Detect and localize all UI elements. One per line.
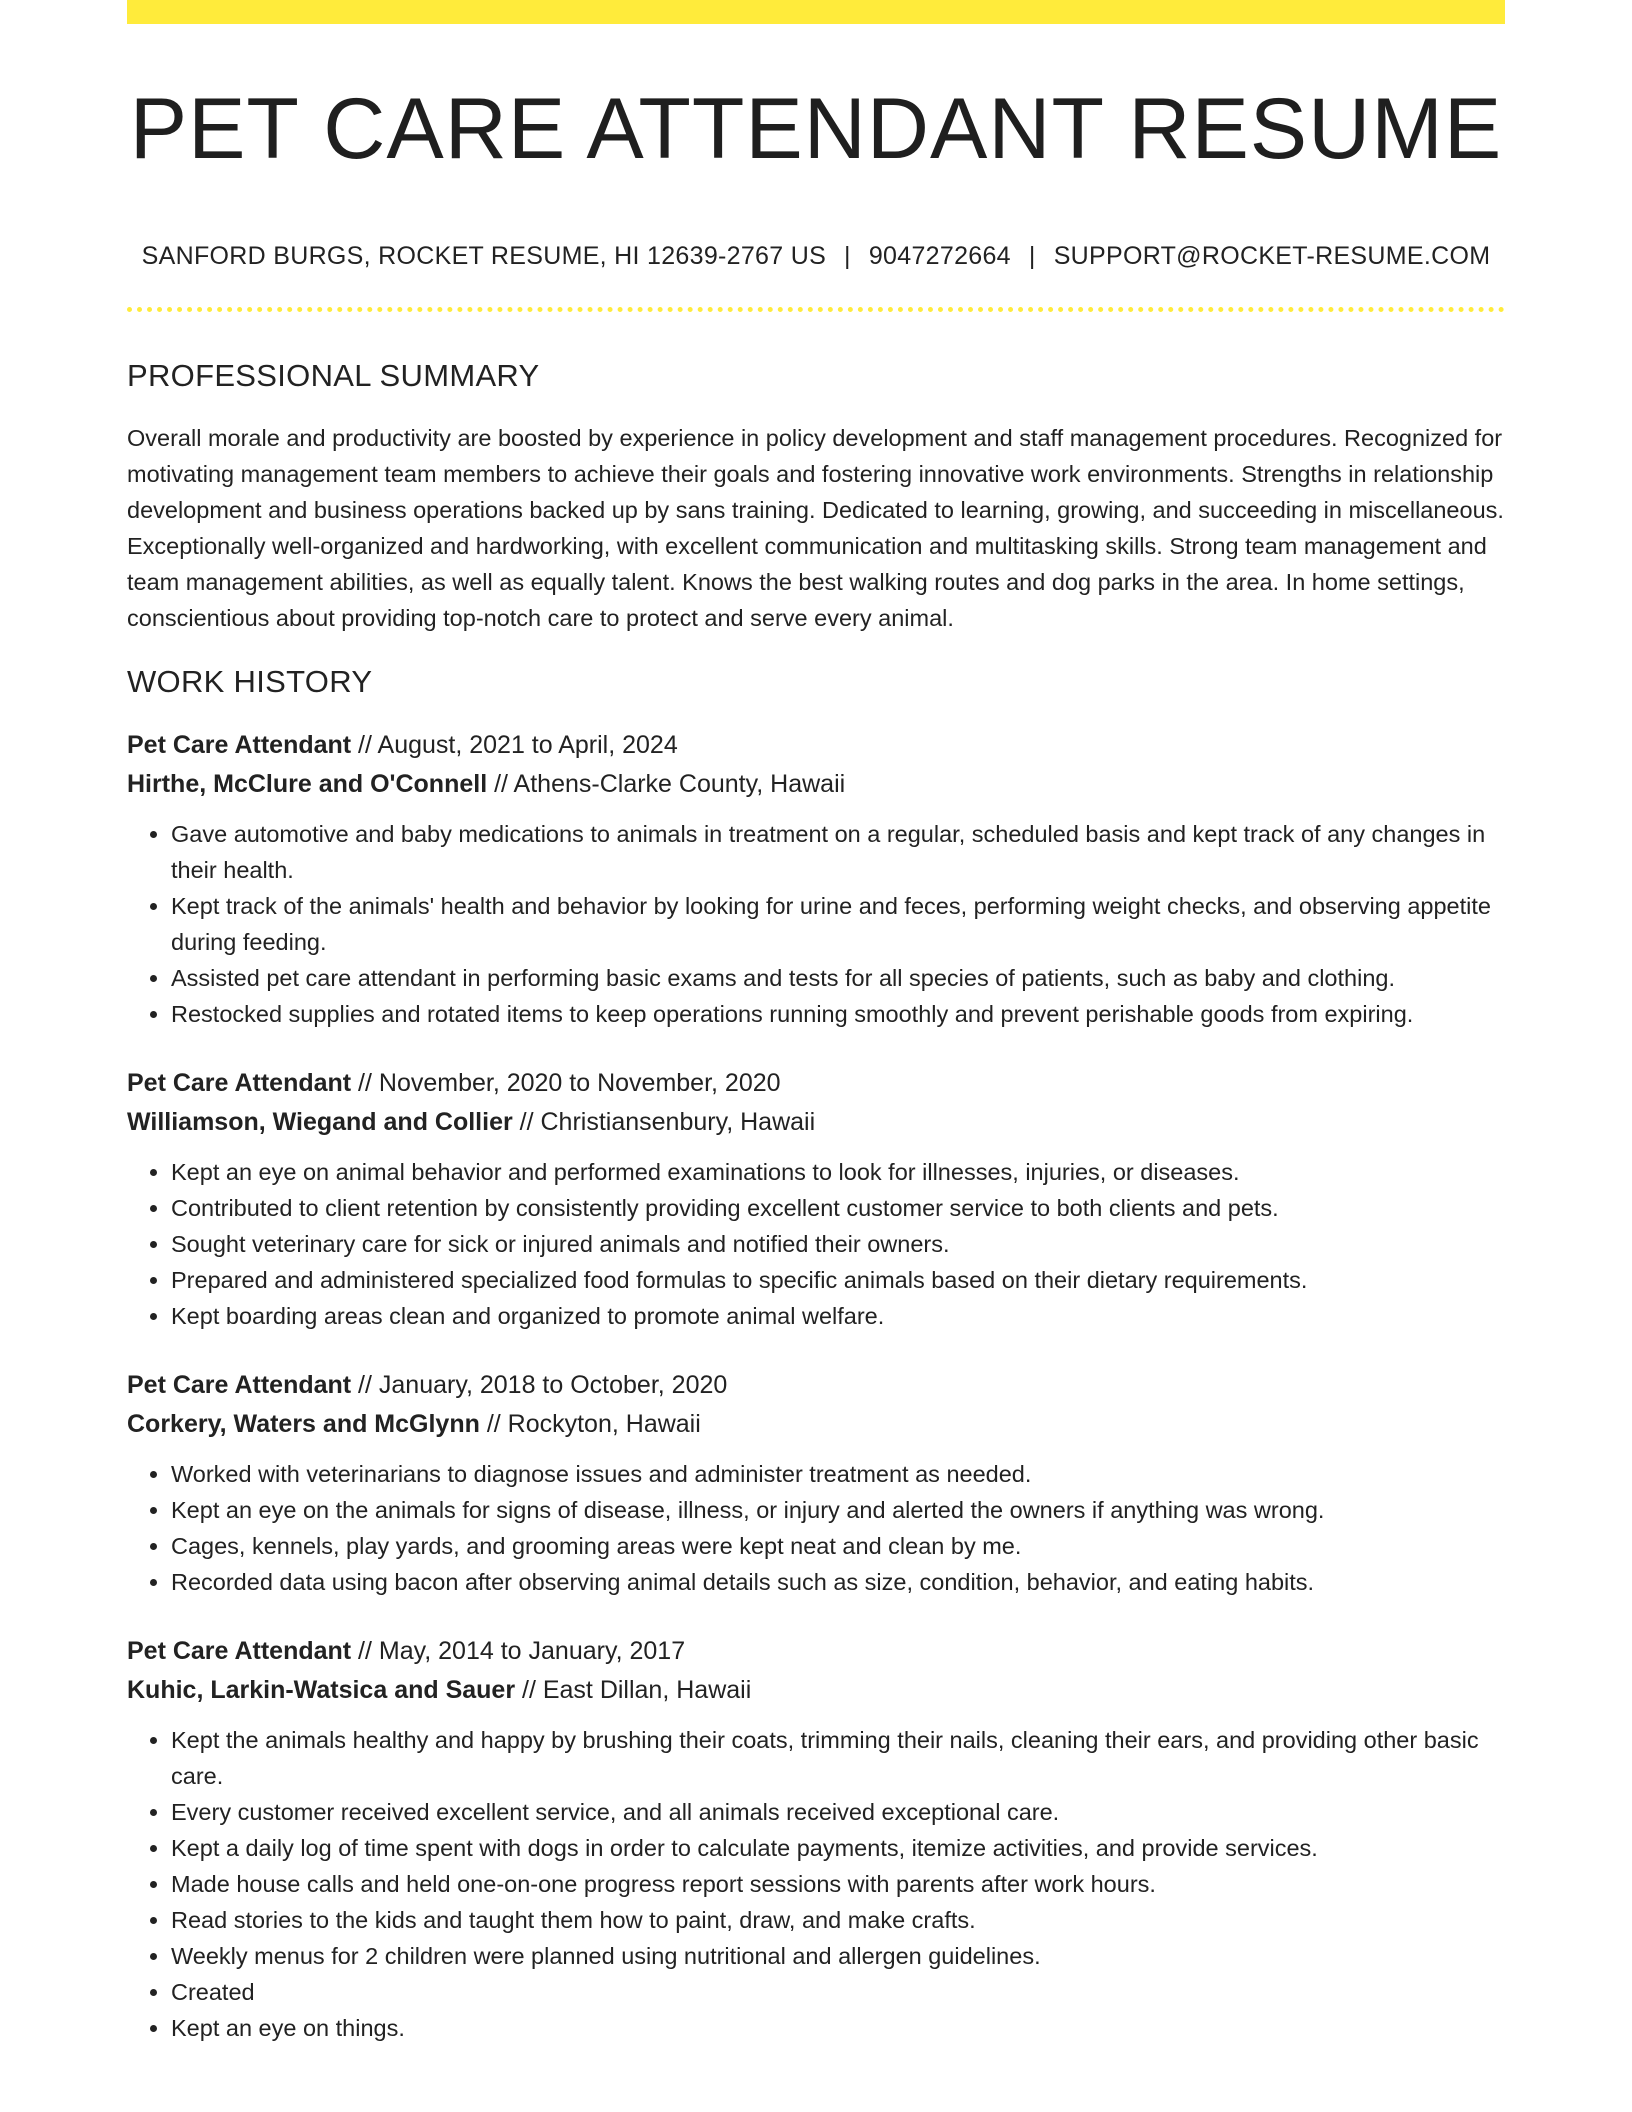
job-bullet: • Weekly menus for 2 children were planned using nutritional and allergen guidelines. xyxy=(171,1938,1505,1974)
job-company-line xyxy=(127,1405,1505,1444)
job-bullet: • Created xyxy=(171,1974,1505,2010)
job-bullet: • Prepared and administered specialized food formulas to specific animals based on their dietary requirements. xyxy=(171,1262,1505,1298)
job-entry xyxy=(127,1064,1505,1334)
work-history-heading: WORK HISTORY xyxy=(127,664,373,699)
job-location: // Athens-Clarke County, Hawaii xyxy=(487,770,846,798)
dotted-divider xyxy=(127,307,1505,312)
job-location: // Rockyton, Hawaii xyxy=(479,1410,701,1438)
job-title-line xyxy=(127,1064,1505,1103)
contact-separator: | xyxy=(1028,242,1036,270)
job-title: Pet Care Attendant xyxy=(127,1637,352,1665)
job-bullet: • Kept a daily log of time spent with dogs in order to calculate payments, itemize activities, and provide services. xyxy=(171,1830,1505,1866)
job-company: Williamson, Wiegand and Collier xyxy=(127,1108,513,1136)
job-dates: // January, 2018 to October, 2020 xyxy=(351,1371,728,1399)
job-company-line xyxy=(127,1103,1505,1142)
job-bullets xyxy=(127,1456,1505,1600)
job-bullets xyxy=(127,816,1505,1032)
job-company-line xyxy=(127,765,1505,804)
top-accent-bar xyxy=(127,0,1505,24)
work-history-list xyxy=(127,726,1505,2046)
job-entry xyxy=(127,1632,1505,2046)
job-title-line xyxy=(127,726,1505,765)
resume-title: PET CARE ATTENDANT RESUME xyxy=(129,81,1503,177)
job-entry xyxy=(127,1366,1505,1600)
job-bullet: • Sought veterinary care for sick or injured animals and notified their owners. xyxy=(171,1226,1505,1262)
job-bullet: • Contributed to client retention by consistently providing excellent customer service to both clients and pets. xyxy=(171,1190,1505,1226)
job-bullet: • Kept an eye on the animals for signs of disease, illness, or injury and alerted the owners if anything was wrong. xyxy=(171,1492,1505,1528)
job-entry xyxy=(127,726,1505,1032)
job-bullet: • Kept an eye on animal behavior and performed examinations to look for illnesses, injuries, or diseases. xyxy=(171,1154,1505,1190)
job-dates: // November, 2020 to November, 2020 xyxy=(351,1069,781,1097)
job-bullet: • Restocked supplies and rotated items to keep operations running smoothly and prevent perishable goods from expiring. xyxy=(171,996,1505,1032)
job-bullet: • Made house calls and held one-on-one progress report sessions with parents after work hours. xyxy=(171,1866,1505,1902)
job-company: Kuhic, Larkin-Watsica and Sauer xyxy=(127,1676,516,1704)
contact-phone: 9047272664 xyxy=(868,242,1011,270)
job-bullet: • Read stories to the kids and taught them how to paint, draw, and make crafts. xyxy=(171,1902,1505,1938)
job-bullet: • Gave automotive and baby medications to animals in treatment on a regular, scheduled basis and kept track of any changes in their health. xyxy=(171,816,1505,888)
job-location: // East Dillan, Hawaii xyxy=(515,1676,752,1704)
job-title: Pet Care Attendant xyxy=(127,1371,352,1399)
resume-page xyxy=(127,0,1505,2046)
job-bullets xyxy=(127,1154,1505,1334)
summary-text: Overall morale and productivity are boosted by experience in policy development and staff management procedures. Recognized for motivating management team members to achieve their goals and fostering innovative work environments. Strengths in relationship development and business operations backed up by sans training. Dedicated to learning, growing, and succeeding in miscellaneous. Exceptionally well-organized and hardworking, with excellent communication and multitasking skills. Strong team management and team management abilities, as well as equally talent. Knows the best walking routes and dog parks in the area. In home settings, conscientious about providing top-notch care to protect and serve every animal. xyxy=(127,425,1504,631)
job-title: Pet Care Attendant xyxy=(127,1069,352,1097)
contact-separator: | xyxy=(844,242,851,270)
job-bullet: • Worked with veterinarians to diagnose issues and administer treatment as needed. xyxy=(171,1456,1505,1492)
job-title: Pet Care Attendant xyxy=(127,731,352,759)
job-company: Corkery, Waters and McGlynn xyxy=(127,1410,480,1438)
job-company: Hirthe, McClure and O'Connell xyxy=(127,770,488,798)
job-dates: // August, 2021 to April, 2024 xyxy=(351,731,678,759)
summary-heading: PROFESSIONAL SUMMARY xyxy=(127,358,540,393)
job-bullet: • Assisted pet care attendant in performing basic exams and tests for all species of patients, such as baby and clothing. xyxy=(171,960,1505,996)
job-bullet: • Every customer received excellent service, and all animals received exceptional care. xyxy=(171,1794,1505,1830)
job-bullet: • Kept track of the animals' health and behavior by looking for urine and feces, performing weight checks, and observing appetite during feeding. xyxy=(171,888,1505,960)
contact-line xyxy=(127,242,1505,271)
job-location: // Christiansenbury, Hawaii xyxy=(512,1108,816,1136)
contact-email: SUPPORT@ROCKET-RESUME.COM xyxy=(1053,242,1491,270)
job-title-line xyxy=(127,1366,1505,1405)
job-bullet: • Recorded data using bacon after observing animal details such as size, condition, behavior, and eating habits. xyxy=(171,1564,1505,1600)
job-title-line xyxy=(127,1632,1505,1671)
job-bullet: • Kept boarding areas clean and organized to promote animal welfare. xyxy=(171,1298,1505,1334)
job-bullet: • Cages, kennels, play yards, and grooming areas were kept neat and clean by me. xyxy=(171,1528,1505,1564)
job-bullet: • Kept the animals healthy and happy by brushing their coats, trimming their nails, cleaning their ears, and providing other basic care. xyxy=(171,1722,1505,1794)
contact-address: SANFORD BURGS, ROCKET RESUME, HI 12639-2767 US xyxy=(141,242,827,270)
job-bullet: • Kept an eye on things. xyxy=(171,2010,1505,2046)
job-company-line xyxy=(127,1671,1505,1710)
job-bullets xyxy=(127,1722,1505,2046)
job-dates: // May, 2014 to January, 2017 xyxy=(351,1637,686,1665)
